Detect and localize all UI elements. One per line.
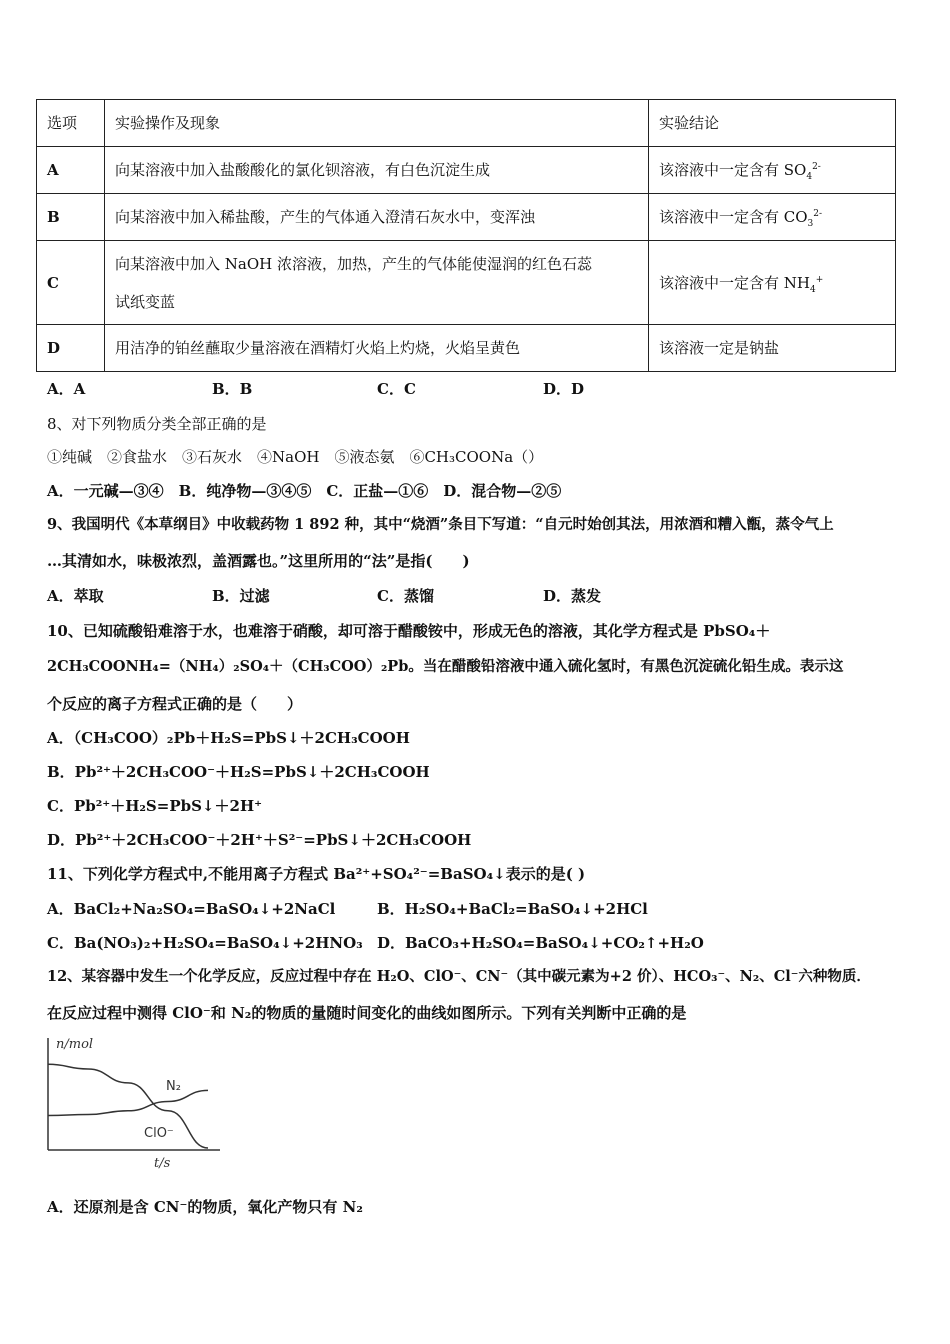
table-row (37, 241, 896, 325)
q11-choice-a: A．BaCl₂+Na₂SO₄=BaSO₄↓+2NaCl (47, 900, 336, 918)
q11-stem: 11、下列化学方程式中,不能用离子方程式 Ba²⁺+SO₄²⁻=BaSO₄↓表示的是( ) (47, 865, 586, 883)
q11-choice-c: C．Ba(NO₃)₂+H₂SO₄=BaSO₄↓+2HNO₃ (47, 934, 363, 952)
q9-choice-b: B．过滤 (212, 587, 270, 605)
row-option: B (37, 194, 105, 241)
row-option: D (37, 325, 105, 372)
header-conclusion: 实验结论 (649, 100, 896, 147)
q8-stem: 8、对下列物质分类全部正确的是 (47, 415, 267, 433)
q9-choice-c: C．蒸馏 (377, 587, 434, 605)
row-option: A (37, 147, 105, 194)
q11-choice-d: D．BaCO₃+H₂SO₄=BaSO₄↓+CO₂↑+H₂O (377, 934, 704, 952)
table-row (37, 194, 896, 241)
legend-n2: N₂ (166, 1079, 181, 1094)
q12-line1: 12、某容器中发生一个化学反应，反应过程中存在 H₂O、ClO⁻、CN⁻（其中碳元素为+2 价）、HCO₃⁻、N₂、Cl⁻六种物质． (47, 968, 871, 985)
q12-choice-a: A．还原剂是含 CN⁻的物质，氧化产物只有 N₂ (47, 1198, 363, 1216)
q10-line2: 2CH₃COONH₄=（NH₄）₂SO₄＋（CH₃COO）₂Pb。当在醋酸铅溶液中通入硫化氢时，有黑色沉淀硫化铅生成。表示这 (47, 658, 844, 675)
row-conclusion: 该溶液一定是钠盐 (649, 325, 896, 372)
q10-choice-a: A．（CH₃COO）₂Pb＋H₂S=PbS↓＋2CH₃COOH (47, 729, 410, 747)
q7-choice-d: D．D (543, 380, 585, 398)
row-operation: 用洁净的铂丝蘸取少量溶液在酒精灯火焰上灼烧，火焰呈黄色 (105, 325, 649, 372)
q12-line2: 在反应过程中测得 ClO⁻和 N₂的物质的量随时间变化的曲线如图所示。下列有关判断中正确的是 (47, 1004, 687, 1022)
q7-choice-c: C．C (377, 380, 416, 398)
q8-items: ①纯碱 ②食盐水 ③石灰水 ④NaOH ⑤液态氨 ⑥CH₃COONa（） (47, 448, 544, 466)
y-axis-label: n/mol (56, 1037, 94, 1052)
q9-line1: 9、我国明代《本草纲目》中收载药物 1 892 种，其中“烧酒”条目下写道：“自元时始创其法，用浓酒和糟入甑，蒸令气上 (47, 516, 834, 533)
header-operation: 实验操作及现象 (105, 100, 649, 147)
q10-line3: 个反应的离子方程式正确的是（ ） (47, 695, 303, 713)
q10-choice-c: C．Pb²⁺＋H₂S=PbS↓＋2H⁺ (47, 797, 263, 815)
table-header-row (37, 100, 896, 147)
q9-choice-d: D．蒸发 (543, 587, 602, 605)
q11-choice-b: B．H₂SO₄+BaCl₂=BaSO₄↓+2HCl (377, 900, 648, 918)
x-axis-label: t/s (154, 1156, 171, 1171)
table-row (37, 325, 896, 372)
row-conclusion: 该溶液中一定含有 $SO_4^{2-}$ (649, 147, 896, 194)
row-operation: 向某溶液中加入盐酸酸化的氯化钡溶液，有白色沉淀生成 (105, 147, 649, 194)
row-option: C (37, 241, 105, 325)
series-line-clo (48, 1064, 208, 1148)
row-operation: 向某溶液中加入稀盐酸，产生的气体通入澄清石灰水中，变浑浊 (105, 194, 649, 241)
amount-time-chart (38, 1030, 228, 1175)
table-row (37, 147, 896, 194)
q7-choice-b: B．B (212, 380, 253, 398)
row-operation: 向某溶液中加入 NaOH 浓溶液，加热，产生的气体能使湿润的红色石蕊 试纸变蓝 (105, 241, 649, 325)
legend-clo: ClO⁻ (144, 1126, 174, 1141)
q9-line2: …其清如水，味极浓烈，盖酒露也。”这里所用的“法”是指( ) (47, 552, 470, 570)
q10-choice-d: D．Pb²⁺＋2CH₃COO⁻＋2H⁺＋S²⁻=PbS↓＋2CH₃COOH (47, 831, 472, 849)
row-conclusion: 该溶液中一定含有 $CO_3^{2-}$ (649, 194, 896, 241)
header-option: 选项 (37, 100, 105, 147)
q10-choice-b: B．Pb²⁺＋2CH₃COO⁻＋H₂S=PbS↓＋2CH₃COOH (47, 763, 430, 781)
q9-choice-a: A．萃取 (47, 587, 104, 605)
series-line-n2 (48, 1090, 208, 1115)
q10-line1: 10、已知硫酸铅难溶于水，也难溶于硝酸，却可溶于醋酸铵中，形成无色的溶液，其化学方程式是 PbSO₄＋ (47, 622, 771, 640)
row-conclusion: 该溶液中一定含有 $NH_4^+$ (649, 241, 896, 325)
experiment-table (36, 99, 896, 372)
q7-choice-a: A．A (47, 380, 86, 398)
q8-choices: A．一元碱—③④ B．纯净物—③④⑤ C．正盐—①⑥ D．混合物—②⑤ (47, 482, 562, 500)
